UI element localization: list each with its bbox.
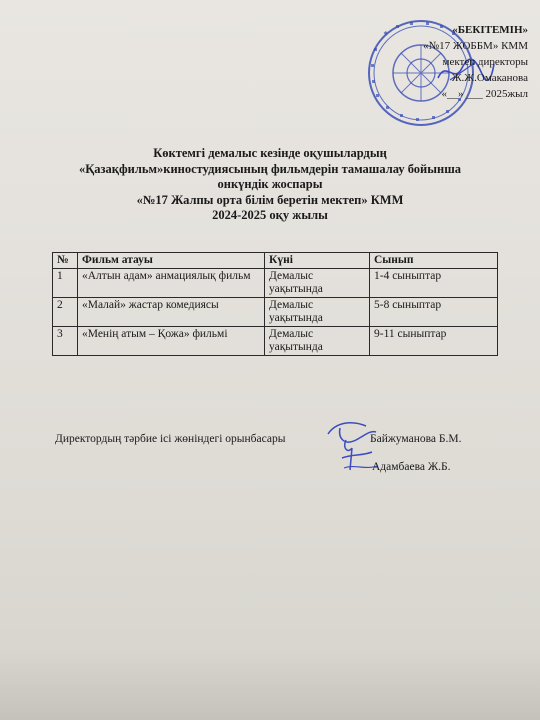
title-line-5: 2024-2025 оқу жылы	[212, 208, 328, 222]
approval-name: Ж.Ж.Омаканова	[451, 72, 528, 84]
cell-class: 1-4 сыныптар	[370, 269, 498, 298]
title-line-4: «№17 Жалпы орта білім беретін мектеп» КММ	[136, 192, 404, 207]
table-row	[53, 298, 498, 327]
approval-title: «БЕКІТЕМІН»	[452, 24, 528, 36]
approval-date: «__» ___ 2025жыл	[441, 88, 528, 100]
table-header-row	[53, 253, 498, 269]
header-class: Сынып	[370, 253, 498, 269]
table-row	[53, 327, 498, 356]
title-line-3: онкүндік жоспары	[217, 177, 323, 191]
signature-name-2: Адамбаева Ж.Б.	[372, 461, 451, 473]
approval-position: мектеп директоры	[442, 56, 528, 68]
title-line-1: Көктемгі демалыс кезінде оқушылардың	[153, 146, 387, 160]
header-date: Күні	[265, 253, 370, 269]
cell-film: «Алтын адам» анмациялық фильм	[78, 269, 265, 298]
cell-film: «Менің атым – Қожа» фильмі	[78, 327, 265, 356]
cell-number: 2	[53, 298, 78, 327]
signature-name-1: Байжуманова Б.М.	[370, 433, 462, 445]
film-schedule-table	[52, 252, 498, 356]
cell-class: 5-8 сыныптар	[370, 298, 498, 327]
signature-role: Директордың тәрбие ісі жөніндегі орынбасары	[55, 433, 286, 445]
cell-date: Демалыс уақытында	[265, 327, 370, 356]
header-number: №	[53, 253, 78, 269]
table-row	[53, 269, 498, 298]
cell-class: 9-11 сыныптар	[370, 327, 498, 356]
cell-number: 1	[53, 269, 78, 298]
cell-date: Демалыс уақытында	[265, 269, 370, 298]
cell-date: Демалыс уақытында	[265, 298, 370, 327]
cell-film: «Малай» жастар комедиясы	[78, 298, 265, 327]
document-title	[40, 146, 500, 224]
approval-org: «№17 ЖОББМ» КММ	[423, 40, 528, 52]
cell-number: 3	[53, 327, 78, 356]
approval-block	[398, 22, 528, 102]
title-line-2: «Қазақфильм»киностудиясының фильмдерін тамашалау бойынша	[78, 161, 462, 176]
header-film: Фильм атауы	[78, 253, 265, 269]
page-shadow	[0, 650, 540, 720]
